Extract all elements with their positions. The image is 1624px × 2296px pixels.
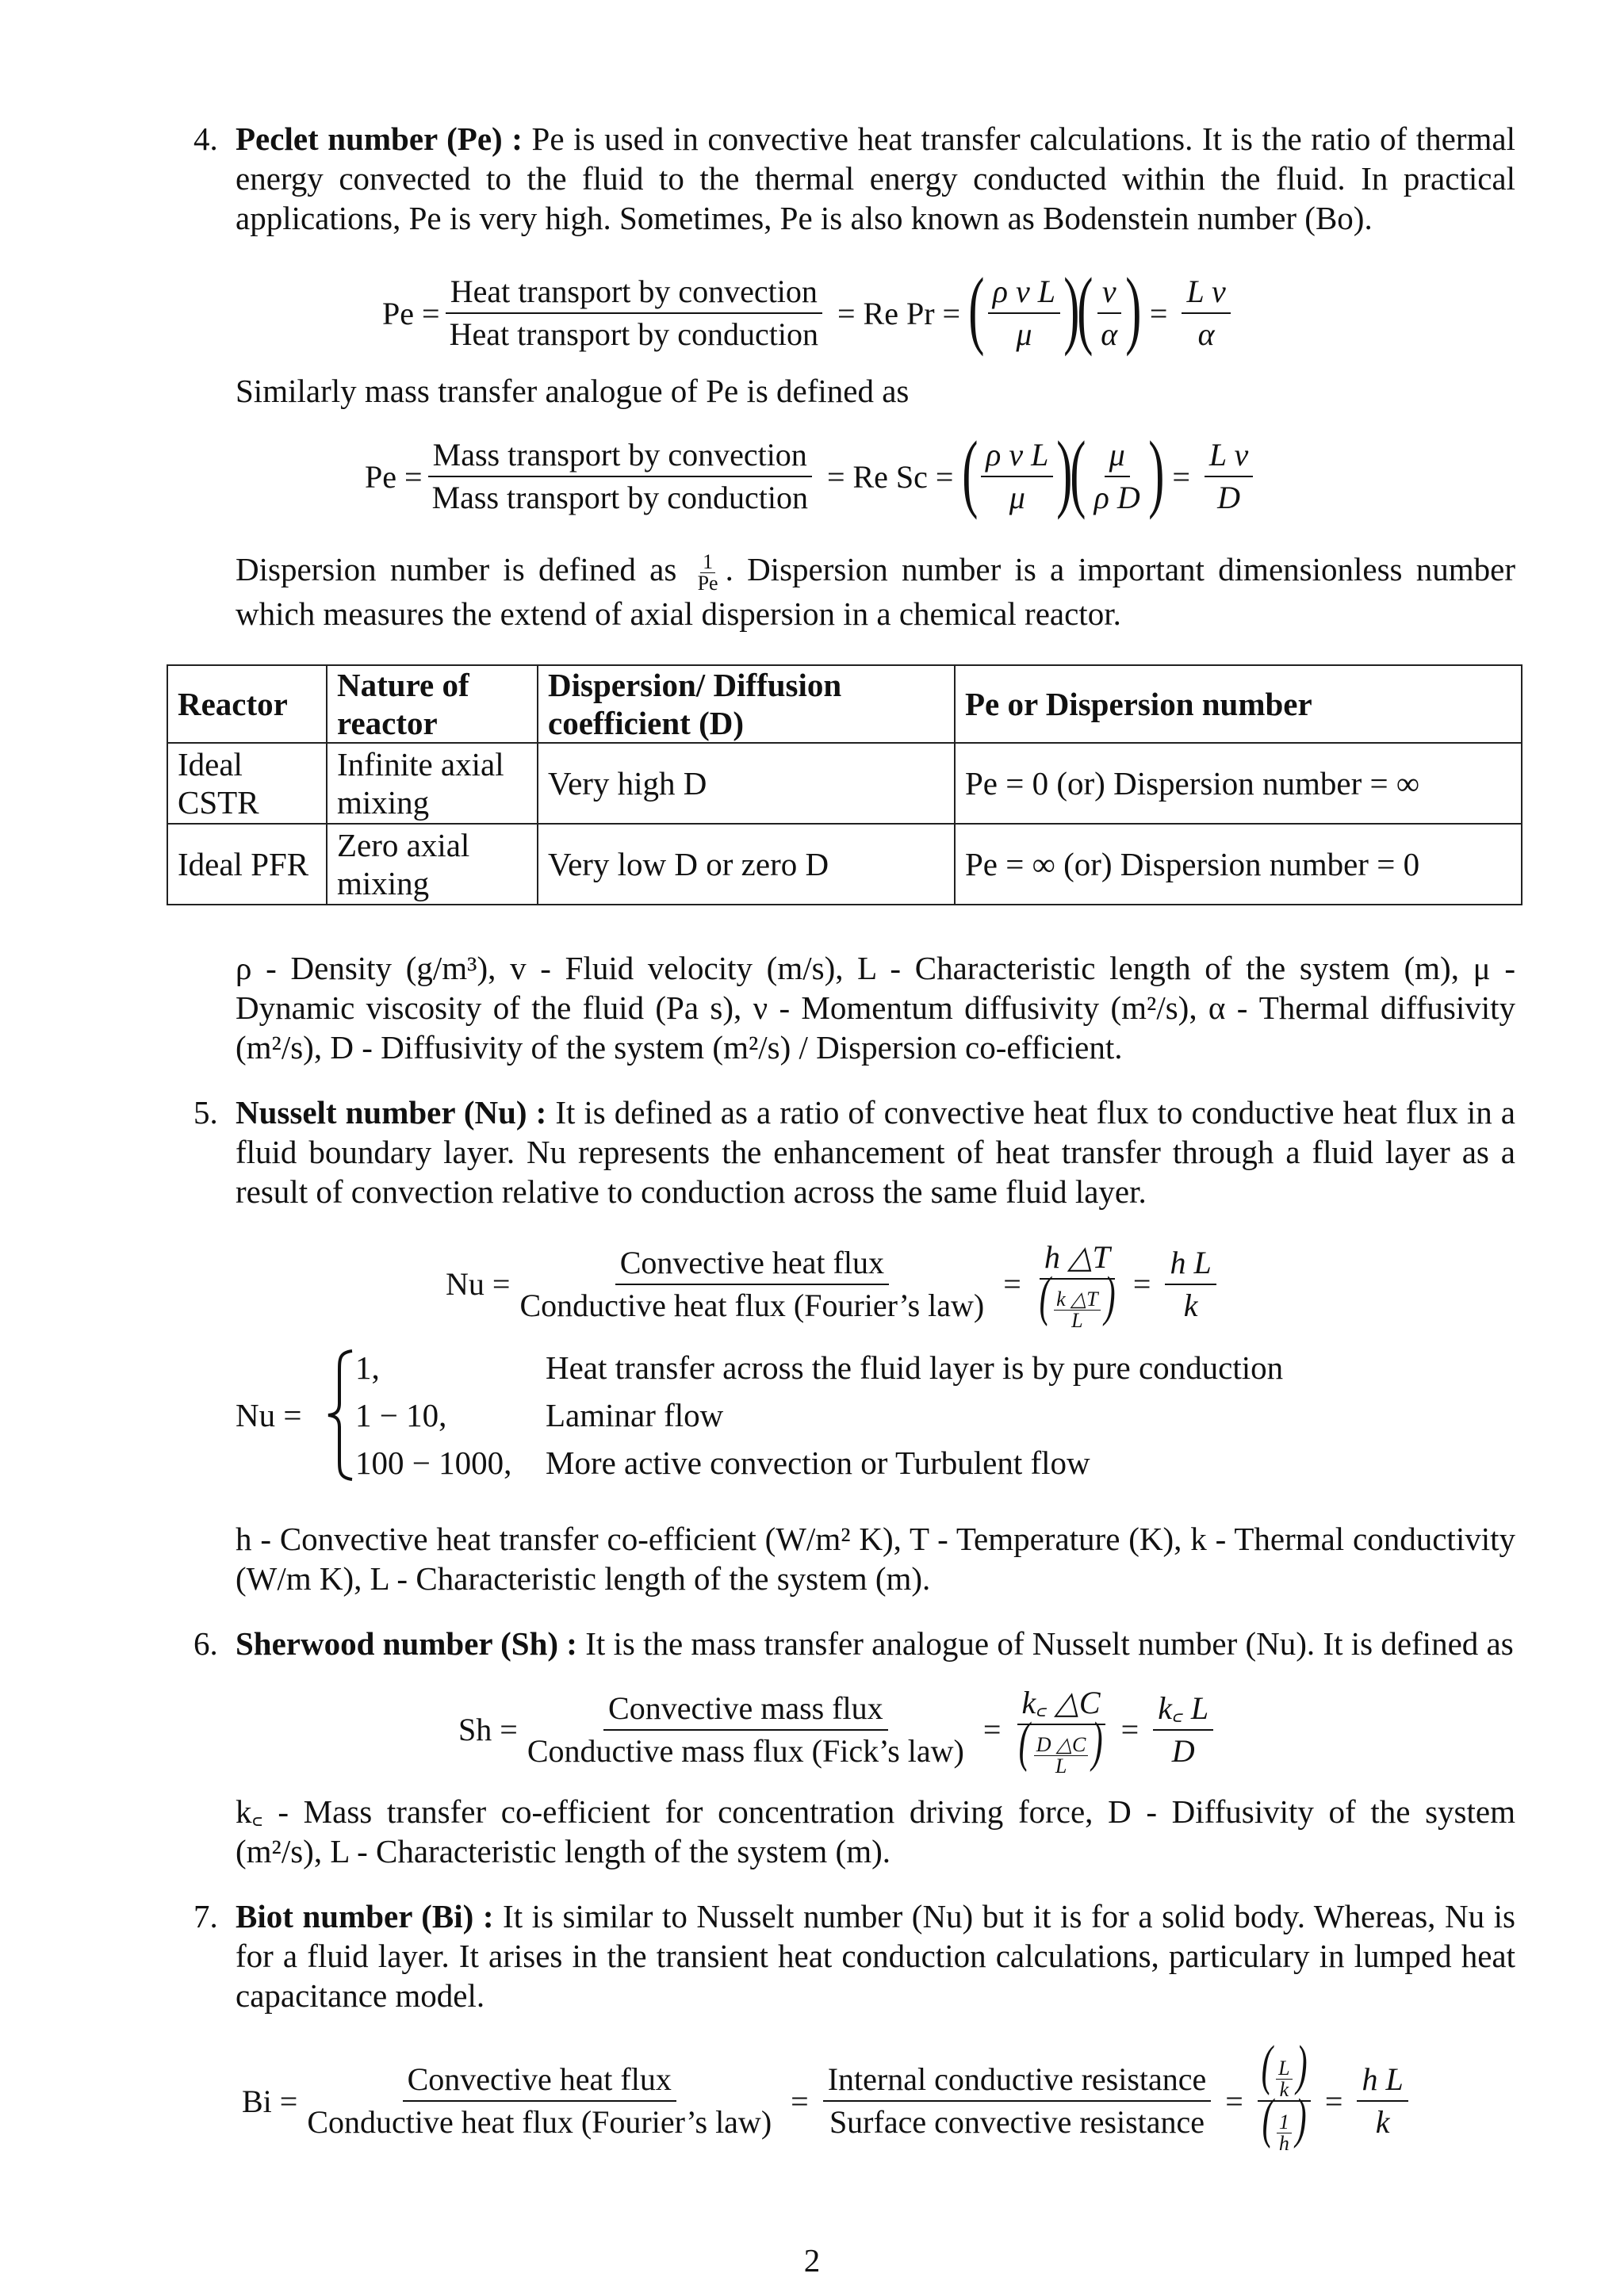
table-header-cell: Reactor	[167, 665, 327, 743]
nusselt-equation	[446, 1237, 1221, 1331]
eq-fraction	[1258, 2035, 1311, 2155]
biot-equation	[242, 2035, 1413, 2155]
table-cell: Very low D or zero D	[538, 824, 955, 905]
eq-fraction	[981, 434, 1053, 519]
frac-numerator: Convective heat flux	[615, 1242, 889, 1285]
eq-fraction	[1090, 434, 1145, 519]
peclet-equation-mass	[365, 423, 1258, 520]
frac-denominator: k	[1279, 2078, 1289, 2102]
nusselt-case-value: 100 − 1000,	[355, 1445, 512, 1481]
frac-denominator: μ	[1009, 480, 1025, 515]
nusselt-body: It is defined as a ratio of convective heat flux to conductive heat flux in a fluid boundary layer. Nu represents the enhancement of heat transfer through a fluid layer as a result of convection relative to conduction across the same fluid layer.	[236, 1094, 1515, 1210]
eq-operator: =	[1172, 458, 1190, 495]
frac-numerator: L v	[1205, 434, 1253, 477]
eq-operator: =	[1120, 1712, 1139, 1748]
left-paren: (	[1019, 1712, 1031, 1773]
eq-fraction	[1153, 1688, 1213, 1772]
frac-denominator: Conductive heat flux (Fourier’s law)	[307, 2104, 772, 2141]
table-header-row	[167, 665, 1522, 743]
eq-lhs: Pe =	[382, 295, 440, 331]
eq-lhs: Sh =	[458, 1712, 518, 1748]
table-cell: Pe = 0 (or) Dispersion number = ∞	[955, 743, 1522, 824]
biot-heading: Biot number (Bi) :	[236, 1898, 494, 1934]
peclet-paragraph	[236, 119, 1515, 238]
item-number-6: 6.	[193, 1625, 218, 1662]
frac-numerator: Convective heat flux	[403, 2059, 676, 2102]
eq-operator: =	[1324, 2083, 1343, 2119]
frac-denominator: Conductive mass flux (Fick’s law)	[527, 1732, 964, 1769]
frac-numerator: μ	[1105, 434, 1130, 477]
peclet-symbols-legend: ρ - Density (g/m³), v - Fluid velocity (m/s), L - Characteristic length of the system (m), μ - Dynamic viscosity of the fluid (Pa s), ν - Momentum diffusivity (m²/s), α - Thermal diffusivity (m²/s), D - Diffusivity of the system (m²/s) / Dispersion co-efficient.	[236, 950, 1515, 1066]
nusselt-paragraph	[236, 1093, 1515, 1211]
frac-denominator: Surface convective resistance	[829, 2104, 1205, 2141]
dispersion-fraction	[695, 552, 721, 594]
peclet-body: Pe is used in convective heat transfer calculations. It is the ratio of thermal energy convected to the fluid to the thermal energy conducted within the fluid. In practical applications, Pe is very high. Sometimes, Pe is also known as Bodenstein number (Bo).	[236, 121, 1515, 236]
eq-operator: = Re Sc =	[826, 458, 954, 495]
right-paren: )	[1056, 423, 1073, 520]
eq-fraction	[427, 434, 813, 519]
frac-denominator: L	[1071, 1309, 1083, 1333]
eq-operator: =	[1225, 2083, 1243, 2119]
nusselt-heading: Nusselt number (Nu) :	[236, 1094, 547, 1131]
frac-denominator: D	[1217, 480, 1240, 515]
inner-fraction	[1277, 2112, 1292, 2154]
right-paren: )	[1063, 260, 1080, 357]
frac-numerator: 1	[1277, 2112, 1292, 2133]
sherwood-paragraph	[236, 1624, 1515, 1663]
dispersion-text-a: Dispersion number is defined as	[236, 551, 691, 587]
eq-fraction	[1205, 434, 1253, 519]
right-paren: )	[1125, 260, 1142, 357]
table-cell: Zero axial mixing	[327, 824, 538, 905]
table-cell: Infinite axial mixing	[327, 743, 538, 824]
table-cell: Ideal PFR	[167, 824, 327, 905]
frac-denominator	[1036, 1266, 1119, 1333]
frac-denominator: μ	[1016, 316, 1032, 352]
item-number-4: 4.	[193, 121, 218, 157]
frac-numerator: D △C	[1034, 1735, 1089, 1756]
sherwood-symbols-legend: k꜀ - Mass transfer co-efficient for concentration driving force, D - Diffusivity of the system (m²/s), L - Characteristic length of the system (m).	[236, 1793, 1515, 1869]
nusselt-case-value: 1 − 10,	[355, 1397, 447, 1433]
frac-numerator: h L	[1357, 2059, 1408, 2102]
inner-fraction	[1034, 1735, 1089, 1777]
eq-lhs: Bi =	[242, 2083, 298, 2119]
table-cell: Ideal CSTR	[167, 743, 327, 824]
frac-numerator: Heat transport by convection	[446, 271, 822, 314]
left-paren: (	[1070, 423, 1086, 520]
eq-fraction	[823, 2059, 1212, 2143]
frac-numerator: h △T	[1040, 1237, 1115, 1280]
right-paren: )	[1147, 423, 1165, 520]
eq-fraction	[1096, 271, 1122, 355]
eq-fraction	[1015, 1682, 1106, 1777]
frac-denominator: α	[1197, 316, 1215, 352]
peclet-equation-heat	[382, 260, 1235, 357]
nusselt-case-value: 1,	[355, 1349, 380, 1386]
left-paren: (	[1039, 1266, 1051, 1327]
mass-transfer-intro: Similarly mass transfer analogue of Pe is defined as	[236, 373, 910, 409]
nusselt-case-description: Heat transfer across the fluid layer is by pure conduction	[546, 1349, 1284, 1386]
table-header-cell: Nature of reactor	[327, 665, 538, 743]
frac-numerator: k △T	[1054, 1289, 1101, 1311]
frac-numerator: ν	[1097, 271, 1121, 314]
frac-numerator: ρ v L	[981, 434, 1053, 477]
eq-operator: = Re Pr =	[837, 295, 961, 331]
frac-denominator: Mass transport by conduction	[431, 480, 808, 515]
table-row	[167, 824, 1522, 905]
item-number-7: 7.	[193, 1898, 218, 1934]
table-row	[167, 743, 1522, 824]
eq-fraction	[988, 271, 1060, 355]
eq-operator: =	[982, 1712, 1002, 1748]
item-number-5: 5.	[193, 1094, 218, 1131]
frac-numerator: Mass transport by convection	[428, 434, 812, 477]
nusselt-case-description: More active convection or Turbulent flow	[546, 1445, 1090, 1481]
frac-denominator: k	[1375, 2104, 1390, 2141]
page-number: 2	[803, 2242, 821, 2279]
frac-denominator: Pe	[697, 572, 718, 595]
dispersion-text-b: . Dispersion number is a important dimensionless number which measures the extend of axial dispersion in a chemical reactor.	[236, 551, 1515, 633]
biot-body: It is similar to Nusselt number (Nu) but it is for a solid body. Whereas, Nu is for a fluid layer. It arises in the transient heat conduction calculations, particulary in lumped heat capacitance model.	[236, 1898, 1515, 2014]
table-header-cell: Dispersion/ Diffusion coefficient (D)	[538, 665, 955, 743]
frac-denominator: D	[1171, 1732, 1195, 1769]
frac-denominator: k	[1183, 1287, 1198, 1323]
left-paren: (	[968, 260, 985, 357]
eq-operator: =	[1149, 295, 1168, 331]
left-paren: (	[1262, 2088, 1274, 2150]
frac-denominator: ρ D	[1094, 480, 1140, 515]
eq-fraction	[515, 1242, 989, 1326]
inner-fraction	[1054, 1289, 1101, 1331]
frac-denominator: α	[1101, 316, 1118, 352]
frac-numerator: L	[1276, 2058, 1292, 2080]
eq-fraction	[1182, 271, 1230, 355]
reactor-table	[167, 664, 1522, 905]
left-paren: (	[1076, 260, 1094, 357]
frac-numerator: h L	[1165, 1242, 1216, 1285]
biot-paragraph	[236, 1896, 1515, 2015]
frac-denominator	[1258, 2088, 1311, 2155]
frac-numerator: k꜀ L	[1153, 1688, 1213, 1731]
frac-denominator: Heat transport by conduction	[449, 316, 818, 352]
cases-brace-icon	[325, 1348, 357, 1483]
inner-fraction	[1276, 2058, 1292, 2100]
sherwood-heading: Sherwood number (Sh) :	[236, 1625, 577, 1662]
eq-fraction	[302, 2059, 776, 2143]
nusselt-cases-lhs: Nu =	[236, 1397, 302, 1433]
eq-fraction	[445, 271, 823, 355]
right-paren: )	[1295, 2088, 1307, 2150]
eq-lhs: Pe =	[365, 458, 423, 495]
sherwood-body: It is the mass transfer analogue of Nusselt number (Nu). It is defined as	[576, 1625, 1514, 1662]
frac-numerator: L v	[1182, 271, 1230, 314]
frac-numerator: ρ v L	[988, 271, 1060, 314]
eq-operator: =	[1132, 1266, 1151, 1303]
frac-denominator: L	[1055, 1755, 1067, 1778]
sherwood-equation	[458, 1682, 1218, 1777]
eq-operator: =	[791, 2083, 809, 2119]
left-paren: (	[1261, 2035, 1273, 2096]
peclet-heading: Peclet number (Pe) :	[236, 121, 523, 157]
frac-denominator: Conductive heat flux (Fourier’s law)	[519, 1287, 985, 1323]
left-paren: (	[961, 423, 978, 520]
nusselt-symbols-legend: h - Convective heat transfer co-efficient (W/m² K), T - Temperature (K), k - Thermal conductivity (W/m K), L - Characteristic length of the system (m).	[236, 1521, 1515, 1597]
frac-numerator: Internal conductive resistance	[823, 2059, 1212, 2102]
frac-numerator: Convective mass flux	[603, 1688, 888, 1731]
eq-fraction	[1165, 1242, 1216, 1326]
eq-fraction	[1036, 1237, 1119, 1331]
right-paren: )	[1296, 2035, 1308, 2096]
eq-fraction	[1357, 2059, 1408, 2143]
table-cell: Very high D	[538, 743, 955, 824]
eq-lhs: Nu =	[446, 1266, 511, 1303]
eq-operator: =	[1003, 1266, 1021, 1303]
right-paren: )	[1092, 1712, 1104, 1773]
frac-denominator: h	[1278, 2131, 1289, 2155]
eq-fraction	[523, 1688, 969, 1772]
table-cell: Pe = ∞ (or) Dispersion number = 0	[955, 824, 1522, 905]
nusselt-case-description: Laminar flow	[546, 1397, 724, 1433]
dispersion-paragraph	[236, 549, 1515, 633]
frac-denominator	[1015, 1712, 1106, 1778]
frac-numerator: 1	[700, 552, 715, 573]
table-header-cell: Pe or Dispersion number	[955, 665, 1522, 743]
frac-numerator: k꜀ △C	[1017, 1682, 1105, 1725]
right-paren: )	[1104, 1266, 1116, 1327]
